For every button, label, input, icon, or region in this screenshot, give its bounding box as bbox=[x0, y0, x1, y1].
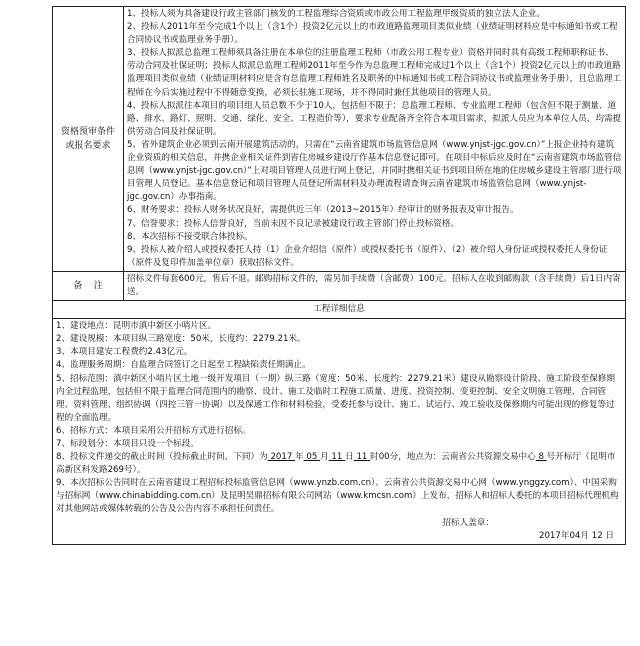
detail-item-deadline: 8、投标文件递交的截止时间（投标截止时间，下同）为 2017 年 05 月 11 日 11 时00分，地点为：云南省公共资源交易中心 8 号开标厅（昆明市高新区科发路269号）。 bbox=[56, 452, 616, 476]
remarks-content: 招标文件每套600元，售后不退。邮购招标文件的，需另加手续费（含邮费）100元。招标人在收到邮购款（含手续费）后1日内寄送。 bbox=[124, 271, 626, 300]
deadline-prefix: 8、投标文件递交的截止时间（投标截止时间，下同）为 bbox=[56, 452, 268, 463]
qualification-item: 3、投标人拟派总监理工程师须具备注册在本单位的注册监理工程师（市政公用工程专业）资格并同时具有高级工程师职称证书、劳动合同及社保证明；投标人拟派总监理工程师2011年至今作为总监理工程师完成过1个以上（含1个）投资2亿元以上的市政道路监理项目类似业绩（业绩证明材料应是含有总监理工程师姓名及职务的中标通知书或工程合同协议书或监理业务手册），且总监理工程师在今后实施过程中不得随意变换，必须长驻施工现场，并不得同时兼任其他项目的管理人员。 bbox=[127, 48, 622, 98]
deadline-room: 8 bbox=[538, 452, 544, 463]
notice-date: 2017年04月 12 日 bbox=[539, 530, 614, 541]
deadline-suffix: 号开标厅（昆明市高新区科发路269号）。 bbox=[56, 452, 616, 476]
remarks-label-cell bbox=[53, 271, 124, 300]
detail-item: 6、招标方式：本项目采用公开招标方式进行招标。 bbox=[56, 425, 251, 436]
qualification-item: 9、投标人被介绍人或授权委托人持（1）企业介绍信（原件）或授权委托书（原件）、（2）被介绍人身份证或授权委托人身份证（原件及复印件加盖单位章）获取招标文件。 bbox=[127, 244, 608, 268]
qualification-label-cell bbox=[53, 7, 124, 272]
qualification-row bbox=[53, 7, 626, 272]
qualification-item: 7、信誉要求：投标人信誉良好，当前未因不良记录被建设行政主管部门停止投标资格。 bbox=[127, 218, 460, 229]
detail-item: 3、本项目建安工程费约2.43亿元。 bbox=[56, 347, 193, 358]
deadline-day: 11 bbox=[331, 452, 343, 463]
qualification-item: 2、投标人2011年至今完成1个以上（含1个）投资2亿元以上的市政道路监理项目类似业绩（业绩证明材料应是中标通知书或工程合同协议书或监理业务手册）。 bbox=[127, 22, 618, 46]
details-title: 工程详细信息 bbox=[53, 301, 626, 319]
deadline-mid: 时00分，地点为：云南省公共资源交易中心 bbox=[370, 452, 536, 463]
signature-label: 招标人盖章： bbox=[442, 517, 494, 528]
details-content bbox=[53, 319, 626, 545]
detail-item: 4、监理服务周期：自监理合同签订之日起至工程缺陷责任期满止。 bbox=[56, 360, 311, 371]
deadline-month: 05 bbox=[306, 452, 318, 463]
detail-item-publication: 9、本次招标公告同时在云南省建设工程招标投标监管信息网（www.ynzb.com.cn）、云南省公共资源交易中心网（www.ynggzy.com）、中国采购与招标网（www.chinabidding.com.cn）及昆明昊鼎招标有限公司网站（www.kmcsn.com）上发布，招标人和招标人委托的本项目招标代理机构对其他网站或媒体转载的公告及公告内容不承担任何责任。 bbox=[56, 478, 619, 515]
details-row bbox=[53, 319, 626, 545]
detail-item: 5、招标范围：滇中新区小哨片区土地一级开发项目（一期）纵三路（宽度：50米、长度约：2279.21米）建设从勘察设计阶段、施工阶段至保修期内全过程监理，包括但不限于监理合同范围内的勘察、设计、施工及临时工程施工质量、进度、投资控制、变更控制、安全文明施工管理、合同管理、资料管理、组织协调（四控三管一协调）以及保通工作和材料检验，受委托参与设计、施工、试运行、竣工验收及保修期内可能出现的修复等过程的全面监理。 bbox=[56, 373, 615, 423]
qualification-content bbox=[124, 7, 626, 272]
deadline-hour: 11 bbox=[356, 452, 368, 463]
details-title-row bbox=[53, 301, 626, 319]
tender-notice-table bbox=[52, 6, 626, 545]
remarks-row bbox=[53, 271, 626, 300]
qualification-item: 5、省外建筑企业必须到云南开展建筑活动的，只需在“云南省建筑市场监管信息网（www.ynjst-jgc.gov.cn）”上报企业持有建筑企业资质的相关信息，并携企业相关证件到省住房城乡建设厅作基本信息登记即可。在项目中标后应及时在“云南省建筑市场监管信息网（www.ynjst-jgc.gov.cn）”上对项目管理人员进行网上登记，并同时携相关证书到项目所在地的住房城乡建设主管部门进行项目管理人员登记。基本信息登记和项目管理人员登记所需材料及办理流程请查询云南省建筑市场监管信息网（www.ynjst-jgc.gov.cn）办事指南。 bbox=[127, 139, 622, 203]
detail-item: 2、建设规模：本项目纵三路宽度：50米，长度约：2279.21米。 bbox=[56, 334, 306, 345]
qualification-label: 资格预审条件或报名要求 bbox=[60, 126, 115, 151]
qualification-item: 4、投标人拟派往本项目的项目组人员总数不少于10人，包括但不限于：总监理工程师、专业监理工程师（包含但不限于测量、道路、排水、路灯、照明、交通、绿化、安全、工程造价等），要求专业配备齐全符合本项目需求，拟派人员应为本单位人员，均需提供劳动合同及社保证明。 bbox=[127, 100, 622, 137]
detail-item: 7、标段划分：本项目只设一个标段。 bbox=[56, 439, 199, 449]
deadline-year: 2017 bbox=[270, 452, 293, 463]
qualification-item: 8、本次招标不接受联合体投标。 bbox=[127, 231, 253, 242]
qualification-item: 6、财务要求：投标人财务状况良好，需提供近三年（2013~2015年）经审计的财务报表及审计报告。 bbox=[127, 205, 519, 216]
remarks-label: 备 注 bbox=[73, 280, 103, 291]
qualification-item: 1、投标人须为具备建设行政主管部门核发的工程监理综合资质或市政公用工程监理甲级资质的独立法人企业。 bbox=[127, 9, 545, 19]
detail-item: 1、建设地点：昆明市滇中新区小哨片区。 bbox=[56, 321, 217, 332]
